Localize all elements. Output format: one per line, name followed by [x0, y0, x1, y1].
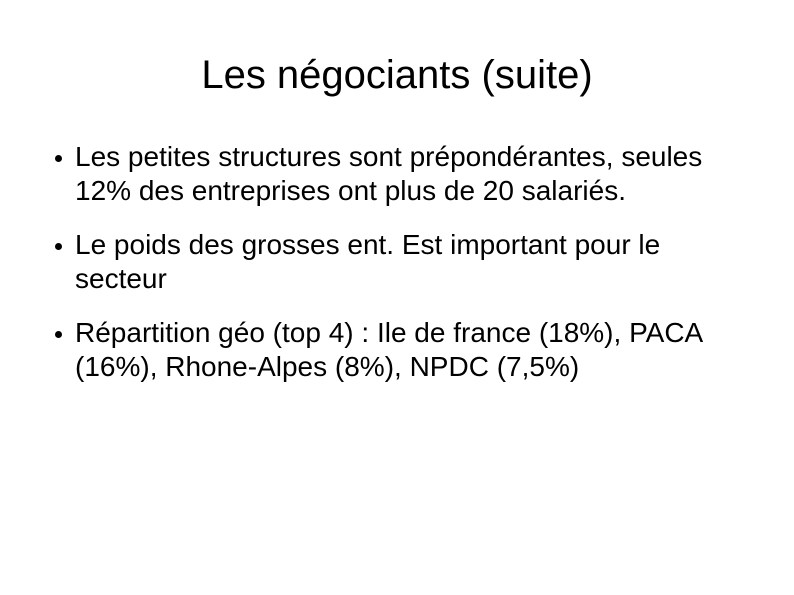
bullet-list	[55, 140, 755, 384]
bullet-item	[55, 140, 755, 208]
bullet-text: Le poids des grosses ent. Est important pour le secteur	[75, 229, 661, 294]
bullet-dot-icon	[55, 331, 62, 338]
bullet-dot-icon	[55, 155, 62, 162]
bullet-item	[55, 228, 755, 296]
bullet-text: Répartition géo (top 4) : Ile de france (18%), PACA (16%), Rhone-Alpes (8%), NPDC (7,5%)	[75, 317, 702, 382]
bullet-text: Les petites structures sont prépondérantes, seules 12% des entreprises ont plus de 20 salariés.	[75, 141, 703, 206]
bullet-item	[55, 316, 755, 384]
bullet-dot-icon	[55, 243, 62, 250]
slide-title: Les négociants (suite)	[201, 53, 593, 97]
